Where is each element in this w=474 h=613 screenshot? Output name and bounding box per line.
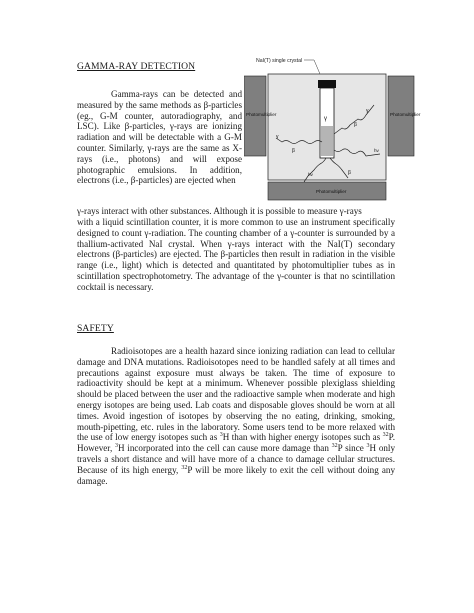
gamma-line-after-wrap: γ-rays interact with other substances. Although it is possible to measure γ-rays: [77, 206, 362, 216]
beta-mark-left: β: [292, 148, 295, 154]
gamma-intro-text: Gamma-rays can be detected and measured by the same methods as β-particles (eg., G-M counter, autoradiography, and LSC). Like β-particles, γ-rays are ionizing radiation and will be detectable with a G-M counter. Similarly, γ-rays are the same as X-rays (i.e., photons) and will expose photographic emulsions. In addition, electrons (i.e., β-particles) are ejected when: [77, 89, 242, 186]
safety-text-2: than with higher energy isotopes such as: [231, 432, 381, 443]
safety-text-6: only travels a short distance and will have more of a chance to damage cellular structures. Because of its high energy,: [77, 443, 395, 475]
isotope-mass-p32: 32: [331, 443, 338, 450]
hv-mark-bottom: hν: [308, 172, 313, 177]
safety-text-3: . However,: [77, 432, 396, 454]
gamma-intro-paragraph: [77, 89, 242, 186]
hv-mark-right: hν: [374, 148, 379, 153]
heading-gamma-ray-detection: GAMMA-RAY DETECTION: [77, 61, 196, 72]
isotope-symbol-p: P: [337, 443, 343, 454]
tube-sample-fill: [321, 126, 333, 156]
safety-text-7: will be more likely to exit the cell without doing any damage.: [77, 464, 396, 486]
safety-text-4: incorporated into the cell can cause more damage than: [127, 443, 329, 454]
isotope-symbol-p: P: [388, 432, 393, 443]
gamma-mark-upper: γ: [366, 108, 369, 114]
isotope-symbol-h: H: [117, 443, 125, 454]
gamma-mark-left: γ: [276, 134, 279, 140]
gamma-full-width-paragraph: with a liquid scintillation counter, it is more common to use an instrument specifically designed to count γ-radiation. The counting chamber of a γ-counter is surrounded by a thallium-activated NaI crystal. When γ-rays interact with the NaI(T) secondary electrons (β-particles) are ejected. The β-particles then result in radiation in the visible range (i.e., light) which is detected and quantitated by photomultiplier tubes as in scintillation spectrophotometry. The advantage of the γ-counter is that no scintillation cocktail is necessary.: [77, 217, 395, 292]
pm-left-label: Photomultiplier: [246, 112, 277, 117]
isotope-symbol-h: H: [369, 443, 377, 454]
beta-mark-right: β: [354, 122, 357, 128]
beta-mark-bottom: β: [348, 170, 351, 176]
isotope-mass-h3: 3: [114, 443, 118, 450]
isotope-mass-p32: 32: [181, 464, 188, 471]
isotope-mass-h3: 3: [219, 432, 223, 439]
tube-gamma-mark: γ: [324, 116, 327, 122]
heading-safety: SAFETY: [77, 323, 114, 334]
isotope-symbol-h: H: [222, 432, 230, 443]
crystal-label: NaI(T) single crystal: [256, 58, 303, 64]
pm-bottom-label: Photomultiplier: [316, 189, 347, 194]
nai-crystal-detector-diagram: [244, 54, 422, 212]
safety-text-1: Radioisotopes are a health hazard since ionizing radiation can lead to cellular damage and DNA mutations. Radioisotopes need to be handled safely at all times and precautions against exposure must always be taken. The time of exposure to radioactivity should be kept at a minimum. Whenever possible plexiglass shielding should be placed between the user and the radioactive sample when moderate and high energy isotopes are being used. Lab coats and disposable gloves should be worn at all times. Avoid ingestion of isotopes by observing the no eating, drinking, smoking, mouth-pipetting, etc. rules in the laboratory. Some users tend to be more relaxed with the use of low energy isotopes such as: [77, 346, 395, 443]
isotope-mass-p32: 32: [382, 432, 389, 439]
tube-cap: [318, 80, 336, 88]
safety-paragraph: [77, 346, 395, 486]
isotope-symbol-p: P: [187, 464, 193, 475]
safety-text-5: since: [345, 443, 364, 454]
pm-right-label: Photomultiplier: [390, 112, 421, 117]
isotope-mass-h3: 3: [366, 443, 370, 450]
